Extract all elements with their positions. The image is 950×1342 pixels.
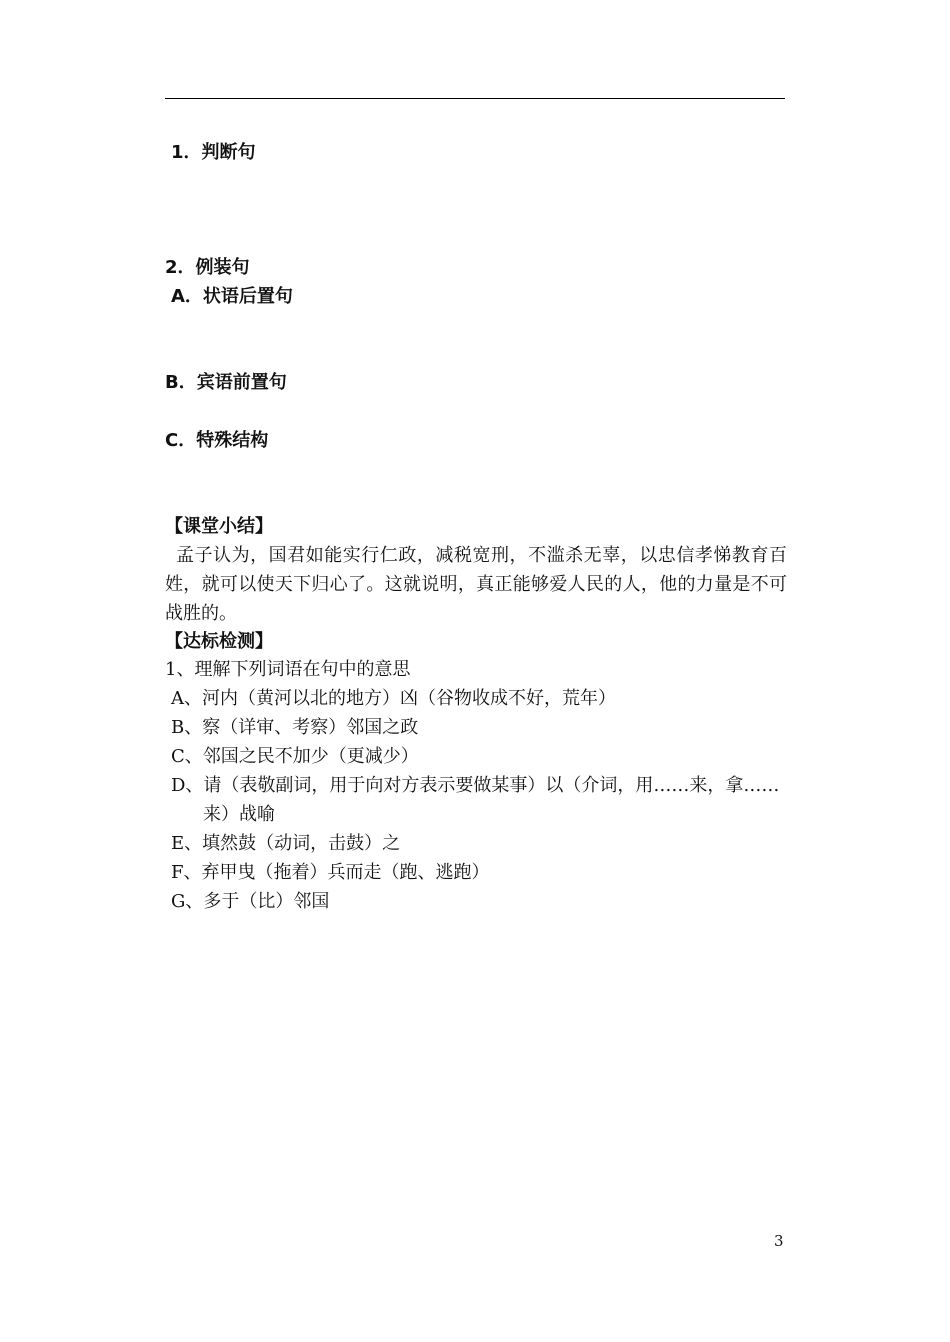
answer-item-g: G、多于（比）邻国 (171, 891, 330, 912)
page-number: 3 (774, 1232, 784, 1250)
section-judgment-heading: 1．判断句 (171, 142, 256, 163)
subsection-special-heading: C．特殊结构 (165, 430, 269, 451)
answer-item-e: E、填然鼓（动词，击鼓）之 (171, 833, 401, 854)
answer-item-d-continued: 来）战喻 (203, 804, 275, 825)
question-1: 1、理解下列词语在句中的意思 (165, 659, 411, 680)
subsection-object-heading: B．宾语前置句 (165, 372, 287, 393)
answer-item-d: D、请（表敬副词，用于向对方表示要做某事）以（介词，用……来，拿…… (171, 775, 780, 796)
answer-item-c: C、邻国之民不加少（更减少） (171, 746, 419, 767)
answer-item-f: F、弃甲曳（拖着）兵而走（跑、逃跑） (171, 862, 490, 883)
answer-item-b: B、察（详审、考察）邻国之政 (171, 717, 419, 738)
test-heading: 【达标检测】 (165, 631, 273, 652)
answer-item-a: A、河内（黄河以北的地方）凶（谷物收成不好，荒年） (171, 688, 616, 709)
subsection-adverbial-heading: A．状语后置句 (171, 286, 293, 307)
summary-paragraph: 孟子认为，国君如能实行仁政，减税宽刑，不滥杀无辜，以忠信孝悌教育百姓，就可以使天下归心了。这就说明，真正能够爱人民的人，他的力量是不可战胜的。 (165, 545, 787, 624)
summary-heading: 【课堂小结】 (165, 516, 273, 537)
header-rule (165, 98, 785, 99)
section-inverted-heading: 2．例装句 (165, 257, 250, 278)
